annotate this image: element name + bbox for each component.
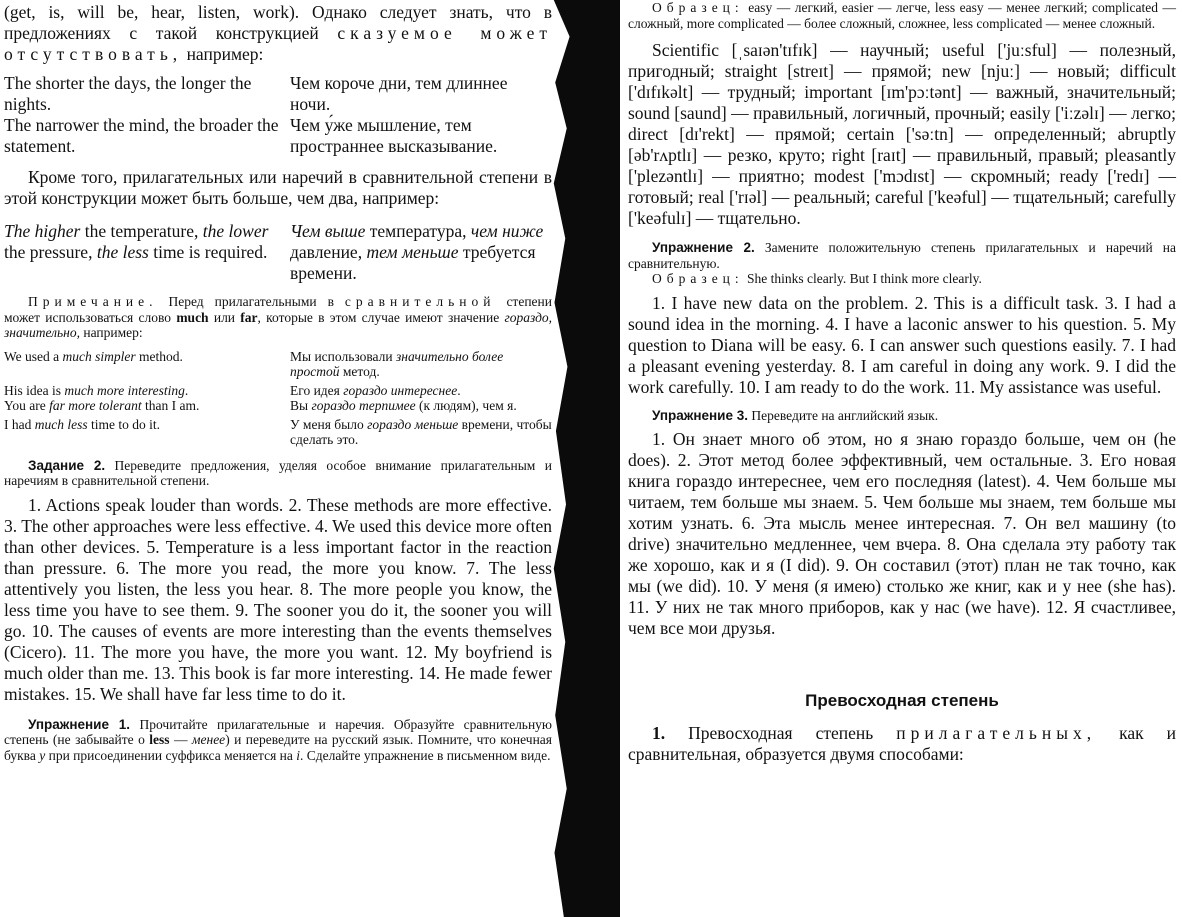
example-ru: Чем у́же мышление, тем пространнее высказывание. bbox=[290, 115, 498, 156]
exercise-1: Упражнение 1. Прочитайте прилагательные и наречия. Образуйте сравнительную степень (не забывайте о less — менее) и переведите на русский язык. Помните, что конечная буква y при присоединении суффикса меняется на i. Сделайте упражнение в письменном виде. bbox=[4, 716, 553, 763]
right-page bbox=[620, 0, 1182, 917]
exercise-3-heading: Упражнение 3. Переведите на английский язык. bbox=[652, 407, 939, 423]
paragraph-more: Кроме того, прилагательных или наречий в сравнительной степени в этой конструкции может быть больше, чем два, например: bbox=[4, 167, 552, 208]
example-block-3 bbox=[4, 349, 552, 448]
task-2-heading: Задание 2. Переведите предложения, уделяя особое внимание прилагательным и наречиям в сравнительной степени. bbox=[4, 457, 552, 488]
exercise-2-body: 1. I have new data on the problem. 2. This is a difficult task. 3. I had a sound idea in the morning. 4. I have a laconic answer to his question. 5. My question to Diana will be easy. 6. I can answer such questions easily. 7. I had a pleasant evening yesterday. 8. I am careful in doing any work. 9. I did the work carefully. 10. I am ready to do the work. 11. My assistance was useful. bbox=[628, 292, 1176, 397]
example-ru: У меня было гораздо меньше времени, чтобы сделать это. bbox=[290, 416, 552, 447]
example-block-2 bbox=[4, 221, 552, 284]
exercise-2-heading: Упражнение 2. Замените положительную степень прилагательных и наречий на сравнительную. bbox=[628, 240, 1177, 271]
paragraph-intro: (get, is, will be, hear, listen, work). Однако следует знать, что в предложениях с такой конструкцией сказуемое может отсутствовать, например: bbox=[4, 2, 552, 64]
example-ru: Мы использовали значительно более простой метод. bbox=[290, 348, 504, 379]
example-block-1 bbox=[4, 73, 552, 157]
example-en: The shorter the days, the longer the nights. bbox=[4, 73, 252, 114]
vocabulary-list: Scientific [ˌsaɪən'tɪfɪk] — научный; useful ['juːsful] — полезный, пригодный; straight [streɪt] — прямой; new [njuː] — новый; difficult ['dɪfɪkəlt] — трудный; important [ɪm'pɔːtənt] — важный, значительный; sound [saund] — правильный, логичный, прочный; easily ['iːzəlɪ] — легко; direct [dɪ'rekt] — прямой; certain ['səːtn] — определенный; abruptly [əb'rʌptlɪ] — резко, круто; right [raɪt] — правильный, правый; pleasantly ['plezəntlɪ] — приятно; modest ['mɔdɪst] — скромный; ready ['redɪ] — готовый; real ['rɪəl] — реальный; careful ['keəful] — тщательный; carefully ['keəfulɪ] — тщательно. bbox=[628, 40, 1176, 228]
example-ru: Его идея гораздо интереснее. bbox=[290, 382, 461, 398]
exercise-3-body: 1. Он знает много об этом, но я знаю гораздо больше, чем он (he does). 2. Этот метод более эффективный, чем остальные. 3. Его новая книга гораздо интереснее, чем его последняя (latest). 4. Чем больше мы читаем, тем больше мы знаем. 5. Чем больше мы знаем, тем больше мы хотим узнать. 6. Эта мысль менее интересная. 7. Он вел машину (to drive) значительно медленнее, чем вчера. 8. Она сделала эту работу так же хорошо, как и я (I did). 9. Он составил (этот) план не так точно, как мы (we did). 10. У меня (я имею) столько же книг, как и у нее (she has). 11. У них не так много приборов, как у нас (we have). 12. Я счастливее, чем все мои друзья. bbox=[628, 429, 1176, 638]
example-en: We used a much simpler method. bbox=[4, 348, 183, 364]
example-ru: Чем выше температура, чем ниже давление, тем меньше требуется времени. bbox=[290, 221, 544, 283]
example-en: His idea is much more interesting. bbox=[4, 382, 189, 398]
example-en: You are far more tolerant than I am. bbox=[4, 398, 200, 413]
example-en: The higher the temperature, the lower the pressure, the less time is required. bbox=[4, 221, 269, 262]
note: Примечание. Перед прилагательными в сравнительной степени может использоваться слово much или far, которые в этом случае имеют значение гораздо, значительно, например: bbox=[4, 294, 553, 340]
example-en: I had much less time to do it. bbox=[4, 416, 160, 432]
section-paragraph: 1. Превосходная степень прилагательных, как и сравнительная, образуется двумя способами: bbox=[628, 723, 1177, 764]
example-ru: Чем короче дни, тем длиннее ночи. bbox=[290, 73, 508, 114]
section-title: Превосходная степень bbox=[805, 691, 999, 710]
example-ru: Вы гораздо терпимее (к людям), чем я. bbox=[290, 398, 517, 413]
example-en: The narrower the mind, the broader the statement. bbox=[4, 115, 279, 156]
exercise-2-obrazec: Образец: She thinks clearly. But I think more clearly. bbox=[652, 271, 982, 286]
obrazec: Образец: easy — легкий, easier — легче, less easy — менее легкий; complicated — сложный, more complicated — более сложный, сложнее, less complicated — менее сложный. bbox=[628, 0, 1177, 31]
task-2-body: 1. Actions speak louder than words. 2. These methods are more effective. 3. The other approaches were less effective. 4. We used this device more often than other devices. 5. Temperature is a less important factor in the reaction than pressure. 6. The more you read, the more you know. 7. The less attentively you listen, the less you hear. 8. The more people you know, the less time you have to see them. 9. The sooner you do it, the sooner you will go. 10. The causes of events are more interesting than the events themselves (Cicero). 11. The more you have, the more you want. 12. My boyfriend is much older than me. 13. This book is far more interesting. 14. He made fewer mistakes. 15. We shall have far less time to do it. bbox=[4, 494, 552, 704]
left-page bbox=[0, 0, 560, 917]
